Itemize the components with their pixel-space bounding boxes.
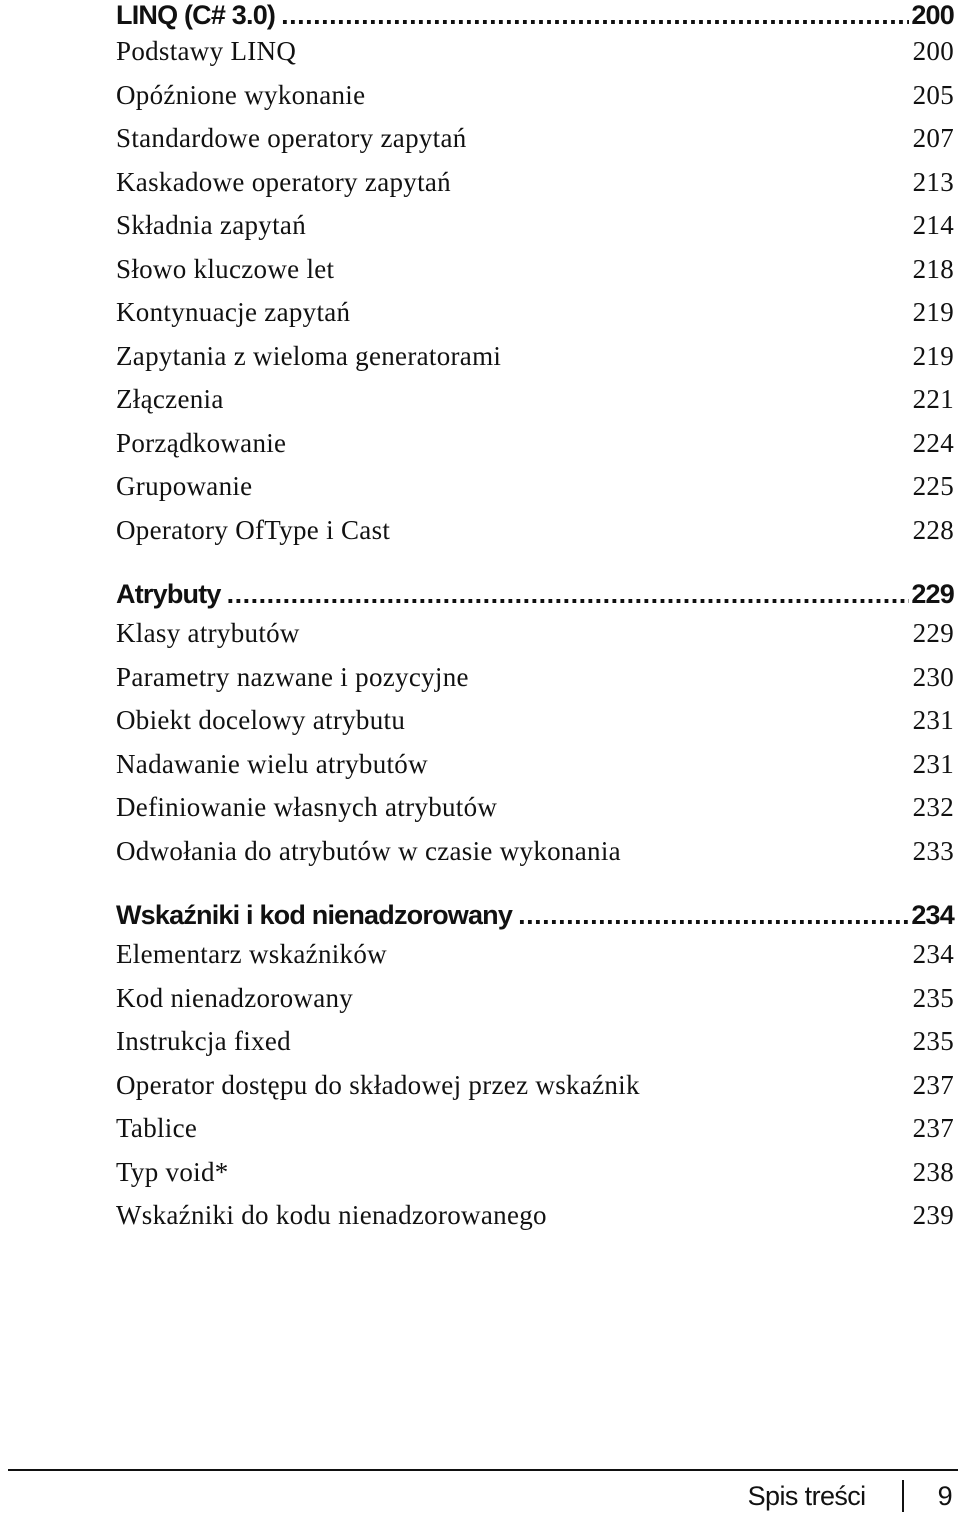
entry-title: Porządkowanie: [116, 427, 287, 458]
section-page-number: 229: [911, 579, 954, 609]
toc-entry: [116, 74, 954, 118]
section-page-number: 234: [911, 900, 954, 930]
dot-leader: [227, 577, 910, 612]
toc-entry: [116, 378, 954, 422]
entry-page-number: 219: [912, 340, 954, 371]
section-heading: [116, 577, 954, 612]
toc-entry: [116, 1107, 954, 1151]
toc-entry: [116, 612, 954, 656]
entry-title: Słowo kluczowe let: [116, 253, 335, 284]
entry-title: Wskaźniki do kodu nienadzorowanego: [116, 1200, 547, 1230]
section-heading: [116, 0, 954, 30]
toc-entry: [116, 933, 954, 977]
entry-title: Definiowanie własnych atrybutów: [116, 792, 498, 822]
entry-title: Nadawanie wielu atrybutów: [116, 748, 428, 779]
entry-page-number: 233: [912, 835, 954, 866]
entry-page-number: 239: [912, 1200, 954, 1230]
entry-page-number: 218: [912, 253, 954, 284]
entry-page-number: 200: [912, 36, 954, 66]
entry-page-number: 235: [912, 982, 954, 1013]
footer-label: Spis treści: [747, 1480, 866, 1511]
entry-page-number: 214: [912, 210, 954, 240]
entry-title: Typ void*: [116, 1156, 229, 1187]
entry-page-number: 237: [912, 1113, 954, 1143]
entry-title: Operator dostępu do składowej przez wskaźnik: [116, 1069, 640, 1100]
toc-entry: [116, 699, 954, 743]
toc-entry: [116, 509, 954, 553]
toc-entry: [116, 1151, 954, 1195]
toc-entry: [116, 161, 954, 205]
section-title: LINQ (C# 3.0): [116, 0, 276, 30]
entry-page-number: 205: [912, 79, 954, 110]
toc-entry: [116, 786, 954, 830]
toc-entry: [116, 656, 954, 700]
toc-entry: [116, 830, 954, 874]
entry-title: Składnia zapytań: [116, 210, 306, 240]
entry-page-number: 213: [912, 166, 954, 197]
entry-title: Elementarz wskaźników: [116, 939, 387, 969]
entry-page-number: 235: [912, 1026, 954, 1056]
entry-title: Podstawy LINQ: [116, 36, 297, 66]
entry-title: Tablice: [116, 1113, 198, 1143]
toc-entry: [116, 117, 954, 161]
entry-title: Operatory OfType i Cast: [116, 514, 391, 545]
section-heading: [116, 898, 954, 933]
footer-divider: [8, 1469, 958, 1471]
entry-title: Odwołania do atrybutów w czasie wykonania: [116, 835, 621, 866]
entry-title: Grupowanie: [116, 471, 253, 501]
section-page-number: 200: [911, 0, 954, 30]
page-footer: [748, 1476, 952, 1516]
toc-entry: [116, 204, 954, 248]
entry-title: Złączenia: [116, 384, 224, 414]
entry-page-number: 234: [912, 939, 954, 969]
toc-entry: [116, 291, 954, 335]
toc-section-linq: [116, 0, 954, 552]
dot-leader: [518, 898, 909, 933]
entry-page-number: 207: [912, 123, 954, 153]
entry-title: Kaskadowe operatory zapytań: [116, 166, 451, 197]
entry-title: Zapytania z wieloma generatorami: [116, 340, 502, 371]
toc-section-attributes: [116, 577, 954, 873]
entry-page-number: 238: [912, 1156, 954, 1187]
entry-page-number: 232: [912, 792, 954, 822]
entry-title: Standardowe operatory zapytań: [116, 123, 467, 153]
entry-page-number: 231: [912, 748, 954, 779]
toc-entry: [116, 1064, 954, 1108]
entry-page-number: 231: [912, 705, 954, 735]
entry-page-number: 224: [912, 427, 954, 458]
entry-page-number: 230: [912, 661, 954, 692]
toc-entry: [116, 1194, 954, 1238]
entry-title: Obiekt docelowy atrybutu: [116, 705, 406, 735]
toc-entry: [116, 248, 954, 292]
entry-page-number: 229: [912, 618, 954, 648]
table-of-contents: [116, 0, 954, 1238]
entry-title: Opóźnione wykonanie: [116, 79, 366, 110]
footer-separator: [902, 1480, 904, 1512]
toc-entry: [116, 30, 954, 74]
toc-section-pointers: [116, 898, 954, 1238]
section-title: Wskaźniki i kod nienadzorowany: [116, 900, 513, 930]
entry-page-number: 225: [912, 471, 954, 501]
section-title: Atrybuty: [116, 579, 221, 609]
entry-title: Klasy atrybutów: [116, 618, 300, 648]
dot-leader: [281, 0, 909, 30]
entry-page-number: 221: [912, 384, 954, 414]
toc-entry: [116, 465, 954, 509]
entry-title: Parametry nazwane i pozycyjne: [116, 661, 469, 692]
toc-entry: [116, 422, 954, 466]
entry-page-number: 228: [912, 514, 954, 545]
toc-entry: [116, 335, 954, 379]
footer-page-number: 9: [937, 1480, 952, 1511]
toc-entry: [116, 1020, 954, 1064]
entry-title: Kontynuacje zapytań: [116, 297, 351, 327]
entry-page-number: 219: [912, 297, 954, 327]
toc-entry: [116, 977, 954, 1021]
entry-page-number: 237: [912, 1069, 954, 1100]
entry-title: Instrukcja fixed: [116, 1026, 291, 1056]
toc-entry: [116, 743, 954, 787]
entry-title: Kod nienadzorowany: [116, 982, 354, 1013]
